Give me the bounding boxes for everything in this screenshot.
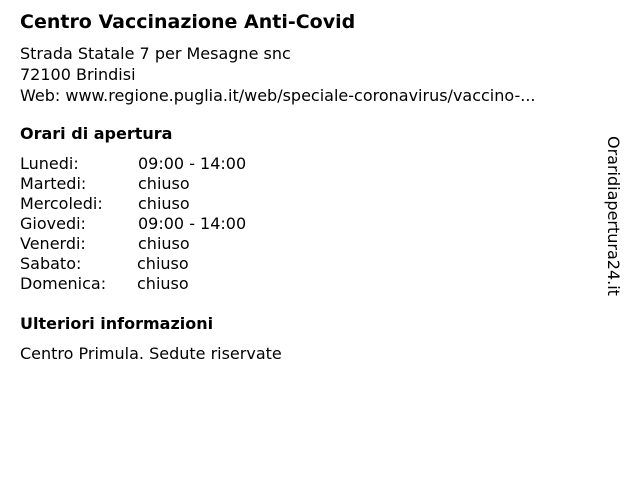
day-label: Martedi:	[20, 174, 87, 193]
day-label: Giovedi:	[20, 214, 86, 233]
hours-value: chiuso	[138, 234, 190, 253]
website-link[interactable]: Web: www.regione.puglia.it/web/speciale-coronavirus/vaccino-...	[20, 86, 536, 105]
hours-value: chiuso	[137, 274, 189, 293]
hours-value: 09:00 - 14:00	[138, 154, 247, 173]
day-label: Domenica:	[20, 274, 107, 293]
hours-value: 09:00 - 14:00	[138, 214, 247, 233]
site-watermark: Oraridiapertura24.it	[604, 136, 623, 296]
day-label: Sabato:	[20, 254, 82, 273]
hours-value: chiuso	[138, 174, 190, 193]
street-address: Strada Statale 7 per Mesagne snc	[20, 44, 291, 63]
hours-value: chiuso	[138, 194, 190, 213]
hours-value: chiuso	[137, 254, 189, 273]
day-label: Lunedi:	[20, 154, 79, 173]
address-block	[20, 43, 536, 106]
city-postal-code: 72100 Brindisi	[20, 65, 136, 84]
hours-heading: Orari di apertura	[20, 124, 173, 143]
day-label: Mercoledi:	[20, 194, 103, 213]
day-label: Venerdi:	[20, 234, 86, 253]
info-heading: Ulteriori informazioni	[20, 314, 214, 333]
page-title: Centro Vaccinazione Anti-Covid	[20, 11, 356, 33]
info-text: Centro Primula. Sedute riservate	[20, 344, 282, 363]
